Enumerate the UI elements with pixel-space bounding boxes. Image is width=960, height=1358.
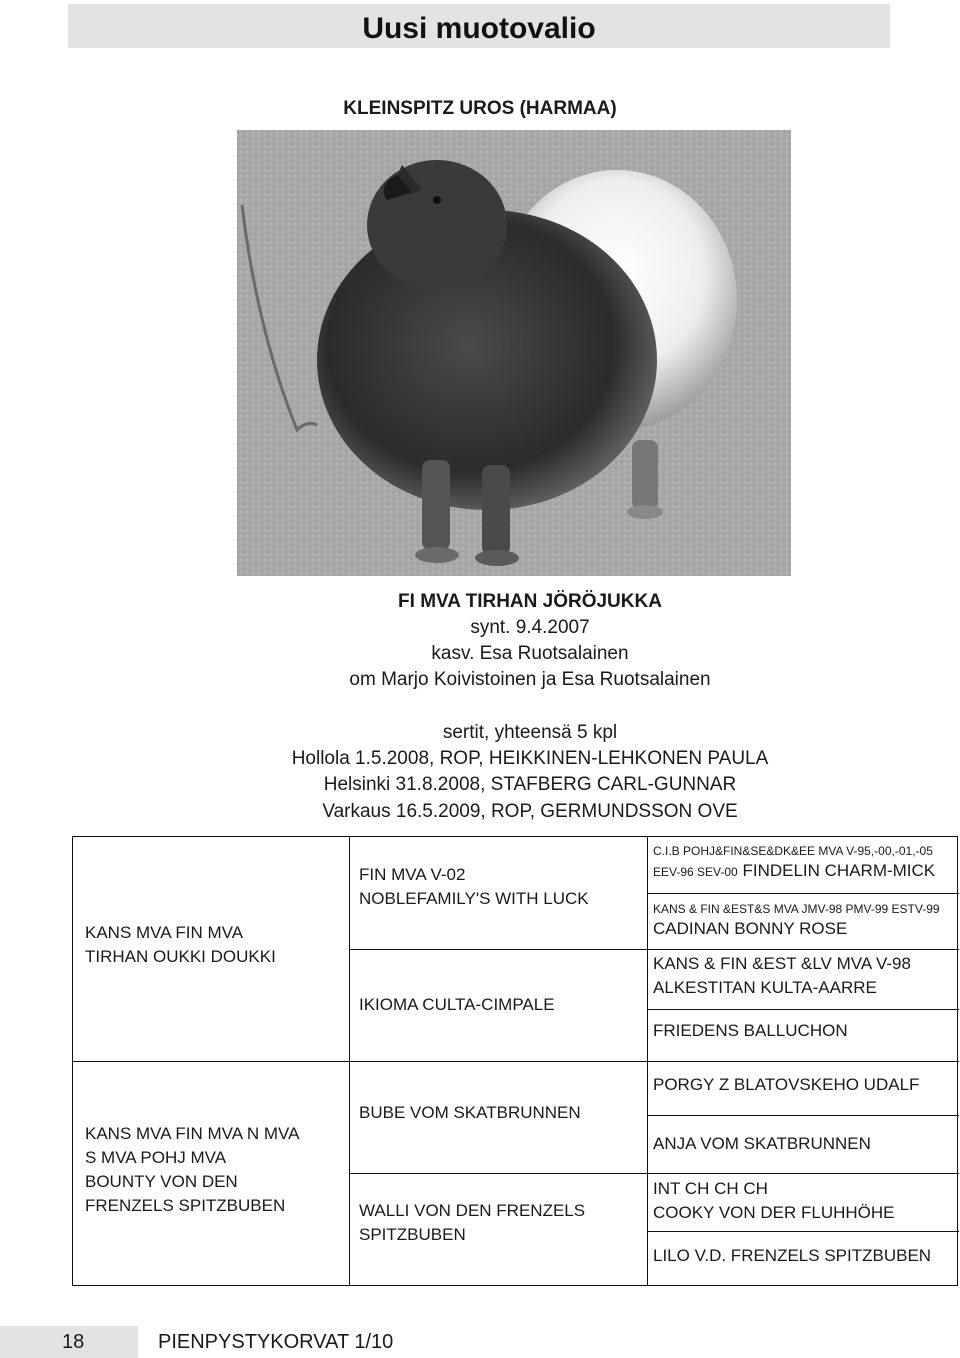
- breed-title: KLEINSPITZ UROS (HARMAA): [343, 98, 617, 119]
- pedigree-divider: [647, 893, 959, 894]
- pedigree-divider: [73, 1061, 959, 1062]
- pedigree-dam-sire-dam: ANJA VOM SKATBRUNNEN: [653, 1134, 871, 1153]
- pedigree-divider: [647, 1115, 959, 1116]
- pedigree-dam: KANS MVA FIN MVA N MVA S MVA POHJ MVA BOUNTY VON DEN FRENZELS SPITZBUBEN: [85, 1124, 300, 1215]
- certificate-1: Hollola 1.5.2008, ROP, HEIKKINEN-LEHKONEN PAULA: [291, 748, 769, 769]
- page-number: 18: [62, 1331, 85, 1353]
- certificate-2: Helsinki 31.8.2008, STAFBERG CARL-GUNNAR: [323, 774, 737, 795]
- pedigree-sire-sire-dam: KANS & FIN &EST&S MVA JMV-98 PMV-99 ESTV-99 CADINAN BONNY ROSE: [653, 902, 940, 938]
- pedigree-table: [72, 836, 958, 1286]
- pedigree-divider: [647, 1009, 959, 1010]
- publication-name: PIENPYSTYKORVAT 1/10: [158, 1331, 394, 1353]
- pedigree-dam-sire-sire: PORGY Z BLATOVSKEHO UDALF: [653, 1075, 920, 1094]
- certificate-3: Varkaus 16.5.2009, ROP, GERMUNDSSON OVE: [322, 801, 738, 822]
- pedigree-sire-dam-dam: FRIEDENS BALLUCHON: [653, 1021, 848, 1040]
- pedigree-divider: [349, 949, 647, 950]
- pedigree-dam-sire: BUBE VOM SKATBRUNNEN: [359, 1103, 581, 1122]
- pedigree-divider: [647, 1173, 959, 1174]
- pedigree-sire-sire-sire: C.I.B POHJ&FIN&SE&DK&EE MVA V-95,-00,-01,-05 EEV-96 SEV-00 FINDELIN CHARM-MICK: [653, 844, 936, 880]
- owner: om Marjo Koivistoinen ja Esa Ruotsalainen: [349, 669, 711, 690]
- header-bar: [68, 4, 890, 48]
- pedigree-sire-dam: IKIOMA CULTA-CIMPALE: [359, 995, 555, 1014]
- birth-date: synt. 9.4.2007: [470, 617, 590, 638]
- dog-name: FI MVA TIRHAN JÖRÖJUKKA: [398, 591, 662, 612]
- certificates-summary: sertit, yhteensä 5 kpl: [442, 722, 618, 743]
- page-title: Uusi muotovalio: [362, 12, 596, 45]
- breeder: kasv. Esa Ruotsalainen: [431, 643, 629, 664]
- pedigree-dam-dam-sire: INT CH CH CH COOKY VON DER FLUHHÖHE: [653, 1179, 895, 1222]
- pedigree-divider: [349, 1173, 647, 1174]
- pedigree-divider: [647, 1231, 959, 1232]
- pedigree-sire-dam-sire: KANS & FIN &EST &LV MVA V-98 ALKESTITAN KULTA-AARRE: [653, 954, 911, 997]
- dog-photo-illustration: [237, 130, 791, 576]
- pedigree-divider: [647, 949, 959, 950]
- pedigree-dam-dam-dam: LILO V.D. FRENZELS SPITZBUBEN: [653, 1246, 932, 1265]
- pedigree-dam-dam: WALLI VON DEN FRENZELS SPITZBUBEN: [359, 1201, 586, 1244]
- dog-photo: [237, 130, 791, 576]
- pedigree-sire: KANS MVA FIN MVA TIRHAN OUKKI DOUKKI: [85, 923, 276, 966]
- pedigree-sire-sire: FIN MVA V-02 NOBLEFAMILY'S WITH LUCK: [359, 865, 589, 908]
